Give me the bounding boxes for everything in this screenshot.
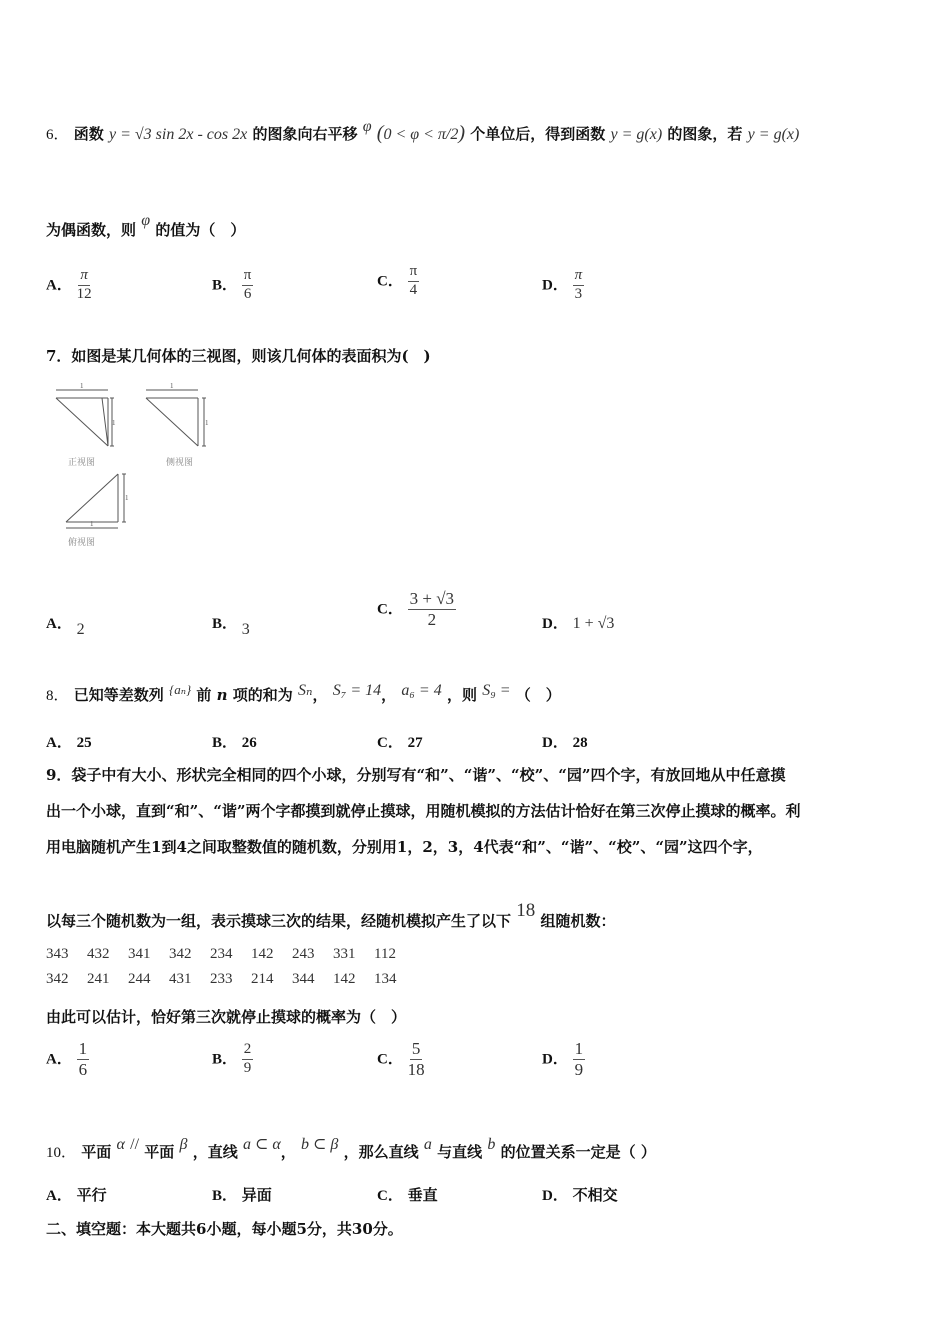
q6-range: ( — [376, 122, 384, 144]
q10-option-d[interactable] — [542, 1184, 618, 1205]
q7-option-c[interactable] — [377, 590, 456, 629]
option-label: A． — [46, 616, 72, 632]
option-label: A． — [46, 735, 72, 751]
q10-condition-2: b ⊂ β — [301, 1136, 339, 1153]
q6-phi: φ — [362, 118, 372, 135]
dim-label: 1 — [125, 494, 129, 502]
option-label: C． — [377, 735, 403, 751]
random-number: 112 — [374, 946, 396, 962]
q8-option-c[interactable] — [377, 731, 423, 752]
random-number: 214 — [251, 971, 274, 987]
random-number: 244 — [128, 971, 151, 987]
front-view-label: 正视图 — [68, 458, 96, 468]
q10-text-2: 平面 — [144, 1143, 175, 1161]
frac-den: 9 — [574, 1059, 584, 1079]
option-label: C． — [377, 1051, 403, 1068]
q9-random-row-2 — [46, 971, 415, 988]
frac-den: 6 — [243, 285, 252, 302]
front-view — [56, 390, 114, 446]
q6-text-5: 的值为（ ） — [155, 221, 246, 239]
q6-option-c[interactable] — [377, 264, 419, 299]
random-number: 343 — [46, 946, 69, 962]
q6-text-4: 的图象，若 — [667, 125, 743, 143]
random-number: 342 — [169, 946, 192, 962]
q9-paragraph — [46, 757, 916, 865]
side-view-label: 侧视图 — [166, 458, 194, 468]
frac-den: 18 — [407, 1059, 425, 1079]
q9-line-1: 9．袋子中有大小、形状完全相同的四个小球，分别写有“和”、“谐”、“校”、“园”四个字，有放回地从中任意摸 — [46, 766, 786, 784]
q8-text-4: ，则 — [446, 686, 477, 704]
random-number: 234 — [210, 946, 233, 962]
option-label: B． — [212, 616, 238, 632]
option-label: B． — [212, 1051, 238, 1068]
q6-number: 6． — [46, 127, 69, 143]
q9-line-2: 出一个小球，直到“和”、“谐”两个字都摸到就停止摸球，用随机模拟的方法估计恰好在第三次停止摸球的概率。利 — [46, 802, 801, 820]
frac-num: 1 — [574, 1039, 584, 1058]
q6-option-b[interactable] — [212, 268, 253, 303]
option-fraction — [573, 268, 585, 303]
q6-text-2: 的图象向右平移 — [252, 125, 358, 143]
option-fraction — [242, 1042, 254, 1077]
q10-a: a — [423, 1136, 432, 1153]
q9-count: 18 — [516, 900, 536, 921]
option-fraction — [77, 1040, 90, 1079]
q8-sequence: {aₙ} — [169, 682, 192, 697]
option-label: C． — [377, 601, 403, 618]
q10-text-5: 与直线 — [437, 1143, 483, 1161]
random-number: 233 — [210, 971, 233, 987]
dim-label: 1 — [170, 382, 174, 390]
q10-alpha: α — [116, 1136, 125, 1153]
dim-label: 1 — [90, 520, 94, 528]
q8-Sn: Sₙ — [298, 682, 313, 699]
option-fraction — [242, 268, 254, 303]
option-label: D． — [542, 735, 568, 751]
frac-num: π — [408, 264, 420, 282]
section-2-heading: 二、填空题：本大题共6小题，每小题5分，共30分。 — [46, 1220, 403, 1238]
option-fraction — [573, 1040, 586, 1079]
dim-label: 1 — [205, 419, 209, 427]
q9-line-3: 用电脑随机产生1到4之间取整数值的随机数，分别用1，2，3，4代表“和”、“谐”、“校”、“园”这四个字， — [46, 838, 763, 856]
frac-num: 5 — [411, 1039, 421, 1058]
q9-option-a[interactable] — [46, 1040, 89, 1079]
q9-option-b[interactable] — [212, 1042, 253, 1077]
option-value: 26 — [241, 735, 257, 751]
frac-num: π — [242, 268, 254, 286]
q7-option-d[interactable] — [542, 612, 614, 633]
q8-condition-2: a₆ = 4 — [401, 682, 442, 699]
option-label: C． — [377, 273, 403, 290]
dim-label: 1 — [80, 382, 84, 390]
option-value: 垂直 — [407, 1186, 438, 1204]
option-value: 28 — [572, 735, 588, 751]
option-label: A． — [46, 1188, 72, 1204]
option-fraction — [77, 268, 92, 303]
q10-text-4: ，那么直线 — [343, 1143, 419, 1161]
option-value: 异面 — [241, 1186, 272, 1204]
q10-text-1: 平面 — [81, 1143, 112, 1161]
option-fraction — [408, 264, 420, 299]
frac-den: 4 — [409, 281, 418, 298]
frac-den: 9 — [243, 1059, 252, 1076]
random-number: 431 — [169, 971, 192, 987]
q9-option-c[interactable] — [377, 1040, 425, 1079]
q7-option-a[interactable] — [46, 612, 85, 638]
q8-text-1: 已知等差数列 — [73, 686, 164, 704]
q8-option-a[interactable] — [46, 731, 92, 752]
option-value: 1 + √3 — [572, 615, 615, 632]
random-number: 142 — [251, 946, 274, 962]
random-number: 142 — [333, 971, 356, 987]
q8-S9: S₉ = — [482, 682, 511, 699]
frac-den: 2 — [427, 609, 437, 629]
q10-text-6: 的位置关系一定是（ ） — [500, 1143, 656, 1161]
q6-line2 — [46, 212, 245, 240]
q8-number: 8． — [46, 688, 69, 704]
q6-option-a[interactable] — [46, 268, 92, 303]
option-value: 平行 — [76, 1186, 107, 1204]
q10-b: b — [487, 1136, 496, 1153]
q8-option-b[interactable] — [212, 731, 257, 752]
option-label: D． — [542, 616, 568, 632]
q10-parallel: // — [130, 1136, 140, 1153]
q6-gfunc: y = g(x) — [610, 126, 663, 143]
q6-range-text: 0 < φ < π/2 — [383, 126, 459, 143]
q10-text-3: ，直线 — [192, 1143, 238, 1161]
q8-condition-1: S₇ = 14 — [332, 682, 382, 699]
three-view-figure — [46, 380, 216, 550]
q6-line2-text: 为偶函数，则 — [46, 221, 137, 239]
option-value: 27 — [407, 735, 423, 751]
q6-text-3: 个单位后，得到函数 — [470, 125, 606, 143]
frac-num: 3 + √3 — [409, 589, 455, 608]
q6-option-d[interactable] — [542, 268, 584, 303]
q8-text-2: 前 — [196, 686, 212, 704]
q10-option-c[interactable] — [377, 1184, 438, 1205]
option-label: B． — [212, 277, 238, 294]
q9-option-d[interactable] — [542, 1040, 585, 1079]
frac-num: π — [78, 268, 90, 286]
q6-text-1: 函数 — [73, 125, 104, 143]
q8-text-5: （ ） — [515, 686, 561, 704]
q10-beta: β — [179, 1136, 188, 1153]
option-label: C． — [377, 1188, 403, 1204]
frac-den: 6 — [78, 1059, 88, 1079]
frac-den: 3 — [574, 285, 583, 302]
frac-num: π — [573, 268, 585, 286]
q8-n: n — [216, 686, 228, 704]
q6-range-close: ) — [458, 122, 466, 144]
option-label: D． — [542, 277, 568, 294]
top-view — [66, 474, 126, 528]
q10-option-a[interactable] — [46, 1184, 107, 1205]
option-value: 25 — [76, 735, 92, 751]
option-value: 2 — [76, 621, 85, 638]
random-number: 331 — [333, 946, 356, 962]
random-number: 241 — [87, 971, 110, 987]
random-number: 342 — [46, 971, 69, 987]
random-number: 243 — [292, 946, 315, 962]
q9-line-4 — [46, 900, 616, 931]
q7-text: 7．如图是某几何体的三视图，则该几何体的表面积为( ) — [46, 347, 431, 365]
random-number: 432 — [87, 946, 110, 962]
q10-option-b[interactable] — [212, 1184, 272, 1205]
q9-random-row-1 — [46, 946, 415, 963]
q6-function: y = √3 sin 2x - cos 2x — [109, 126, 248, 143]
q6-phi-2: φ — [141, 212, 151, 229]
q10-condition-1: a ⊂ α — [242, 1136, 281, 1153]
q10-line: 10． 平面 α // 平面 β ，直线 a ⊂ α， b ⊂ β ，那么直线 a 与直线 b 的位置关系一定是（ ） — [46, 1136, 656, 1161]
q8-line: 8． 已知等差数列 {aₙ} 前 n 项的和为 Sₙ， S₇ = 14， a₆ = 4 ，则 S₉ = （ ） — [46, 682, 561, 704]
q9-ask: 由此可以估计，恰好第三次就停止摸球的概率为（ ） — [46, 1008, 407, 1026]
frac-den: 12 — [76, 285, 92, 302]
q6-line1 — [46, 118, 799, 145]
frac-num: 2 — [242, 1042, 254, 1060]
option-label: D． — [542, 1051, 568, 1068]
q6-gfunc-2: y = g(x) — [747, 126, 800, 143]
dim-label: 1 — [112, 419, 116, 427]
random-number: 341 — [128, 946, 151, 962]
option-value: 3 — [241, 621, 250, 638]
q9-line-4b: 组随机数： — [540, 912, 616, 930]
option-label: A． — [46, 1051, 72, 1068]
option-fraction — [408, 590, 456, 629]
q10-number: 10． — [46, 1145, 77, 1161]
option-label: D． — [542, 1188, 568, 1204]
option-value: 不相交 — [572, 1186, 618, 1204]
option-label: A． — [46, 277, 72, 294]
random-number: 134 — [374, 971, 397, 987]
frac-num: 1 — [78, 1039, 88, 1058]
option-fraction — [408, 1040, 425, 1079]
random-number: 344 — [292, 971, 315, 987]
option-label: B． — [212, 1188, 238, 1204]
side-view — [146, 390, 206, 446]
top-view-label: 俯视图 — [68, 538, 96, 548]
option-label: B． — [212, 735, 238, 751]
q7-option-b[interactable] — [212, 612, 250, 638]
q9-line-4a: 以每三个随机数为一组，表示摸球三次的结果，经随机模拟产生了以下 — [46, 912, 512, 930]
q8-text-3: 项的和为 — [232, 686, 293, 704]
q8-option-d[interactable] — [542, 731, 588, 752]
